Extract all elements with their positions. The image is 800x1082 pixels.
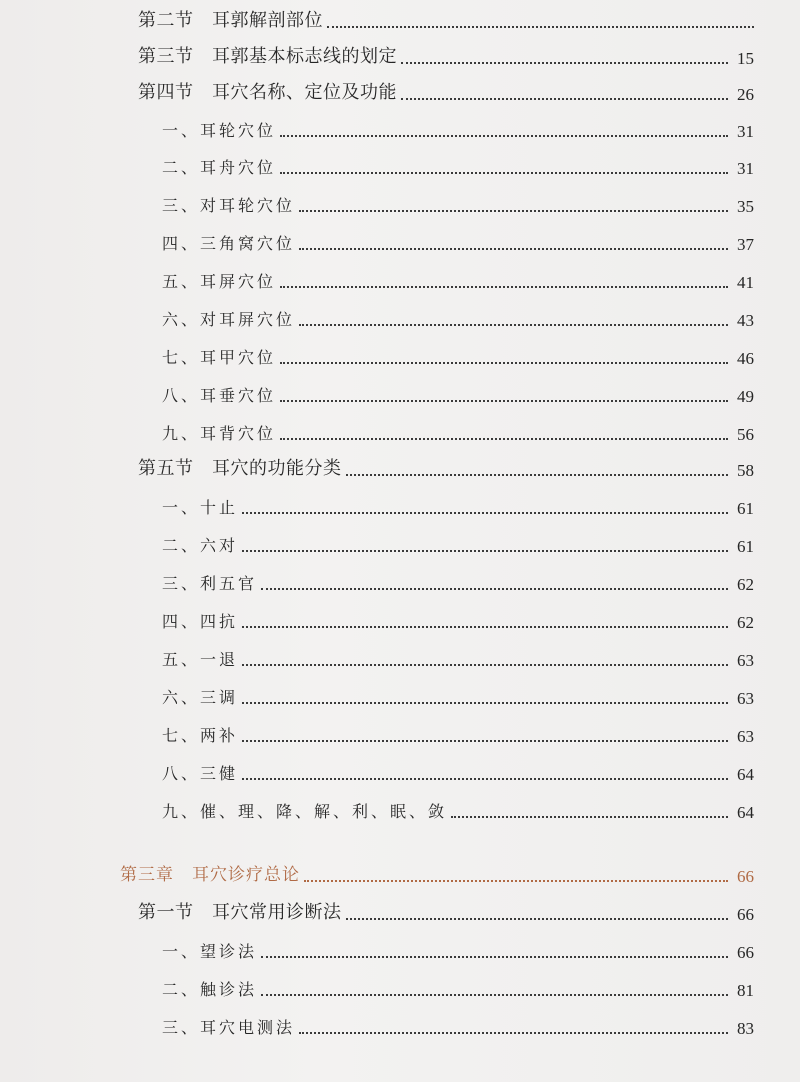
toc-section-row[interactable] [0,452,800,482]
toc-leader-dots [451,816,728,818]
toc-item-row[interactable] [0,378,800,408]
toc-item-row[interactable] [0,972,800,1002]
toc-page-number: 26 [737,85,754,104]
toc-page-number: 61 [737,537,754,556]
toc-entry-title: 三、对耳轮穴位 [162,196,296,215]
toc-page-number: 43 [737,311,754,330]
toc-leader-dots [299,210,728,212]
toc-section-row[interactable] [0,40,800,70]
toc-entry-title: 第二节 耳郭解剖部位 [138,10,323,31]
toc-leader-dots [242,550,728,552]
toc-leader-dots [299,324,728,326]
toc-entry-title: 九、耳背穴位 [162,424,277,443]
toc-page-number: 63 [737,651,754,670]
toc-leader-dots [299,1032,728,1034]
toc-leader-dots [261,994,728,996]
toc-page-number: 15 [737,49,754,68]
toc-entry-title: 第一节 耳穴常用诊断法 [138,902,342,923]
toc-entry-title: 六、三调 [162,688,239,707]
toc-item-row[interactable] [0,226,800,256]
toc-leader-dots [261,588,728,590]
toc-entry-title: 三、利五官 [162,574,258,593]
toc-item-row[interactable] [0,934,800,964]
toc-item-row[interactable] [0,416,800,446]
toc-page-number: 66 [737,905,754,924]
toc-item-row[interactable] [0,1010,800,1040]
toc-entry-title: 第三节 耳郭基本标志线的划定 [138,46,397,67]
toc-leader-dots [261,956,728,958]
toc-entry-title: 一、十止 [162,498,239,517]
toc-page-number: 83 [737,1019,754,1038]
toc-leader-dots [242,664,728,666]
toc-page-number: 63 [737,689,754,708]
toc-page-number: 66 [737,867,754,886]
toc-page-number: 31 [737,159,754,178]
toc-item-row[interactable] [0,302,800,332]
toc-leader-dots [242,778,728,780]
toc-item-row[interactable] [0,566,800,596]
toc-entry-title: 四、四抗 [162,612,239,631]
toc-item-row[interactable] [0,528,800,558]
toc-entry-title: 二、六对 [162,536,239,555]
toc-leader-dots [280,286,728,288]
toc-item-row[interactable] [0,642,800,672]
toc-leader-dots [242,626,728,628]
toc-section-row[interactable] [0,4,800,34]
toc-entry-title: 七、两补 [162,726,239,745]
toc-page-number: 58 [737,461,754,480]
toc-leader-dots [280,172,728,174]
toc-page-number: 56 [737,425,754,444]
toc-page-number: 63 [737,727,754,746]
toc-entry-title: 八、耳垂穴位 [162,386,277,405]
toc-page-number: 61 [737,499,754,518]
toc-page-number: 41 [737,273,754,292]
toc-item-row[interactable] [0,680,800,710]
toc-entry-title: 三、耳穴电测法 [162,1018,296,1037]
toc-entry-title: 六、对耳屏穴位 [162,310,296,329]
toc-leader-dots [280,438,728,440]
toc-page-number: 62 [737,613,754,632]
toc-entry-title: 五、耳屏穴位 [162,272,277,291]
toc-page-number: 66 [737,943,754,962]
toc-page-number: 62 [737,575,754,594]
toc-page-number: 37 [737,235,754,254]
toc-entry-title: 二、触诊法 [162,980,258,999]
toc-page-number: 31 [737,122,754,141]
toc-page-number: 64 [737,765,754,784]
toc-item-row[interactable] [0,604,800,634]
toc-leader-dots [280,362,728,364]
toc-section-row[interactable] [0,76,800,106]
toc-page-number: 81 [737,981,754,1000]
toc-item-row[interactable] [0,150,800,180]
toc-leader-dots [346,918,729,920]
toc-entry-title: 五、一退 [162,650,239,669]
toc-entry-title: 四、三角窝穴位 [162,234,296,253]
toc-page-number: 35 [737,197,754,216]
toc-entry-title: 二、耳舟穴位 [162,158,277,177]
toc-page-number: 49 [737,387,754,406]
toc-item-row[interactable] [0,756,800,786]
toc-item-row[interactable] [0,264,800,294]
toc-entry-title: 第四节 耳穴名称、定位及功能 [138,82,397,103]
toc-item-row[interactable] [0,718,800,748]
toc-entry-title: 七、耳甲穴位 [162,348,277,367]
toc-leader-dots [242,512,728,514]
toc-entry-title: 一、望诊法 [162,942,258,961]
toc-item-row[interactable] [0,188,800,218]
toc-leader-dots [280,135,728,137]
toc-chapter-row[interactable] [0,858,800,888]
toc-leader-dots [327,26,754,28]
toc-page-number: 64 [737,803,754,822]
toc-item-row[interactable] [0,794,800,824]
toc-page-number: 46 [737,349,754,368]
toc-leader-dots [299,248,728,250]
toc-leader-dots [304,880,728,882]
toc-entry-title: 一、耳轮穴位 [162,121,277,140]
toc-section-row[interactable] [0,896,800,926]
toc-entry-title: 第三章 耳穴诊疗总论 [120,865,300,885]
toc-leader-dots [346,474,729,476]
toc-item-row[interactable] [0,490,800,520]
toc-leader-dots [242,702,728,704]
toc-entry-title: 第五节 耳穴的功能分类 [138,458,342,479]
toc-entry-title: 八、三健 [162,764,239,783]
toc-item-row[interactable] [0,340,800,370]
toc-leader-dots [401,98,728,100]
toc-leader-dots [401,62,728,64]
toc-item-row[interactable] [0,113,800,143]
toc-leader-dots [280,400,728,402]
toc-leader-dots [242,740,728,742]
toc-entry-title: 九、催、理、降、解、利、眠、敛 [162,802,448,821]
